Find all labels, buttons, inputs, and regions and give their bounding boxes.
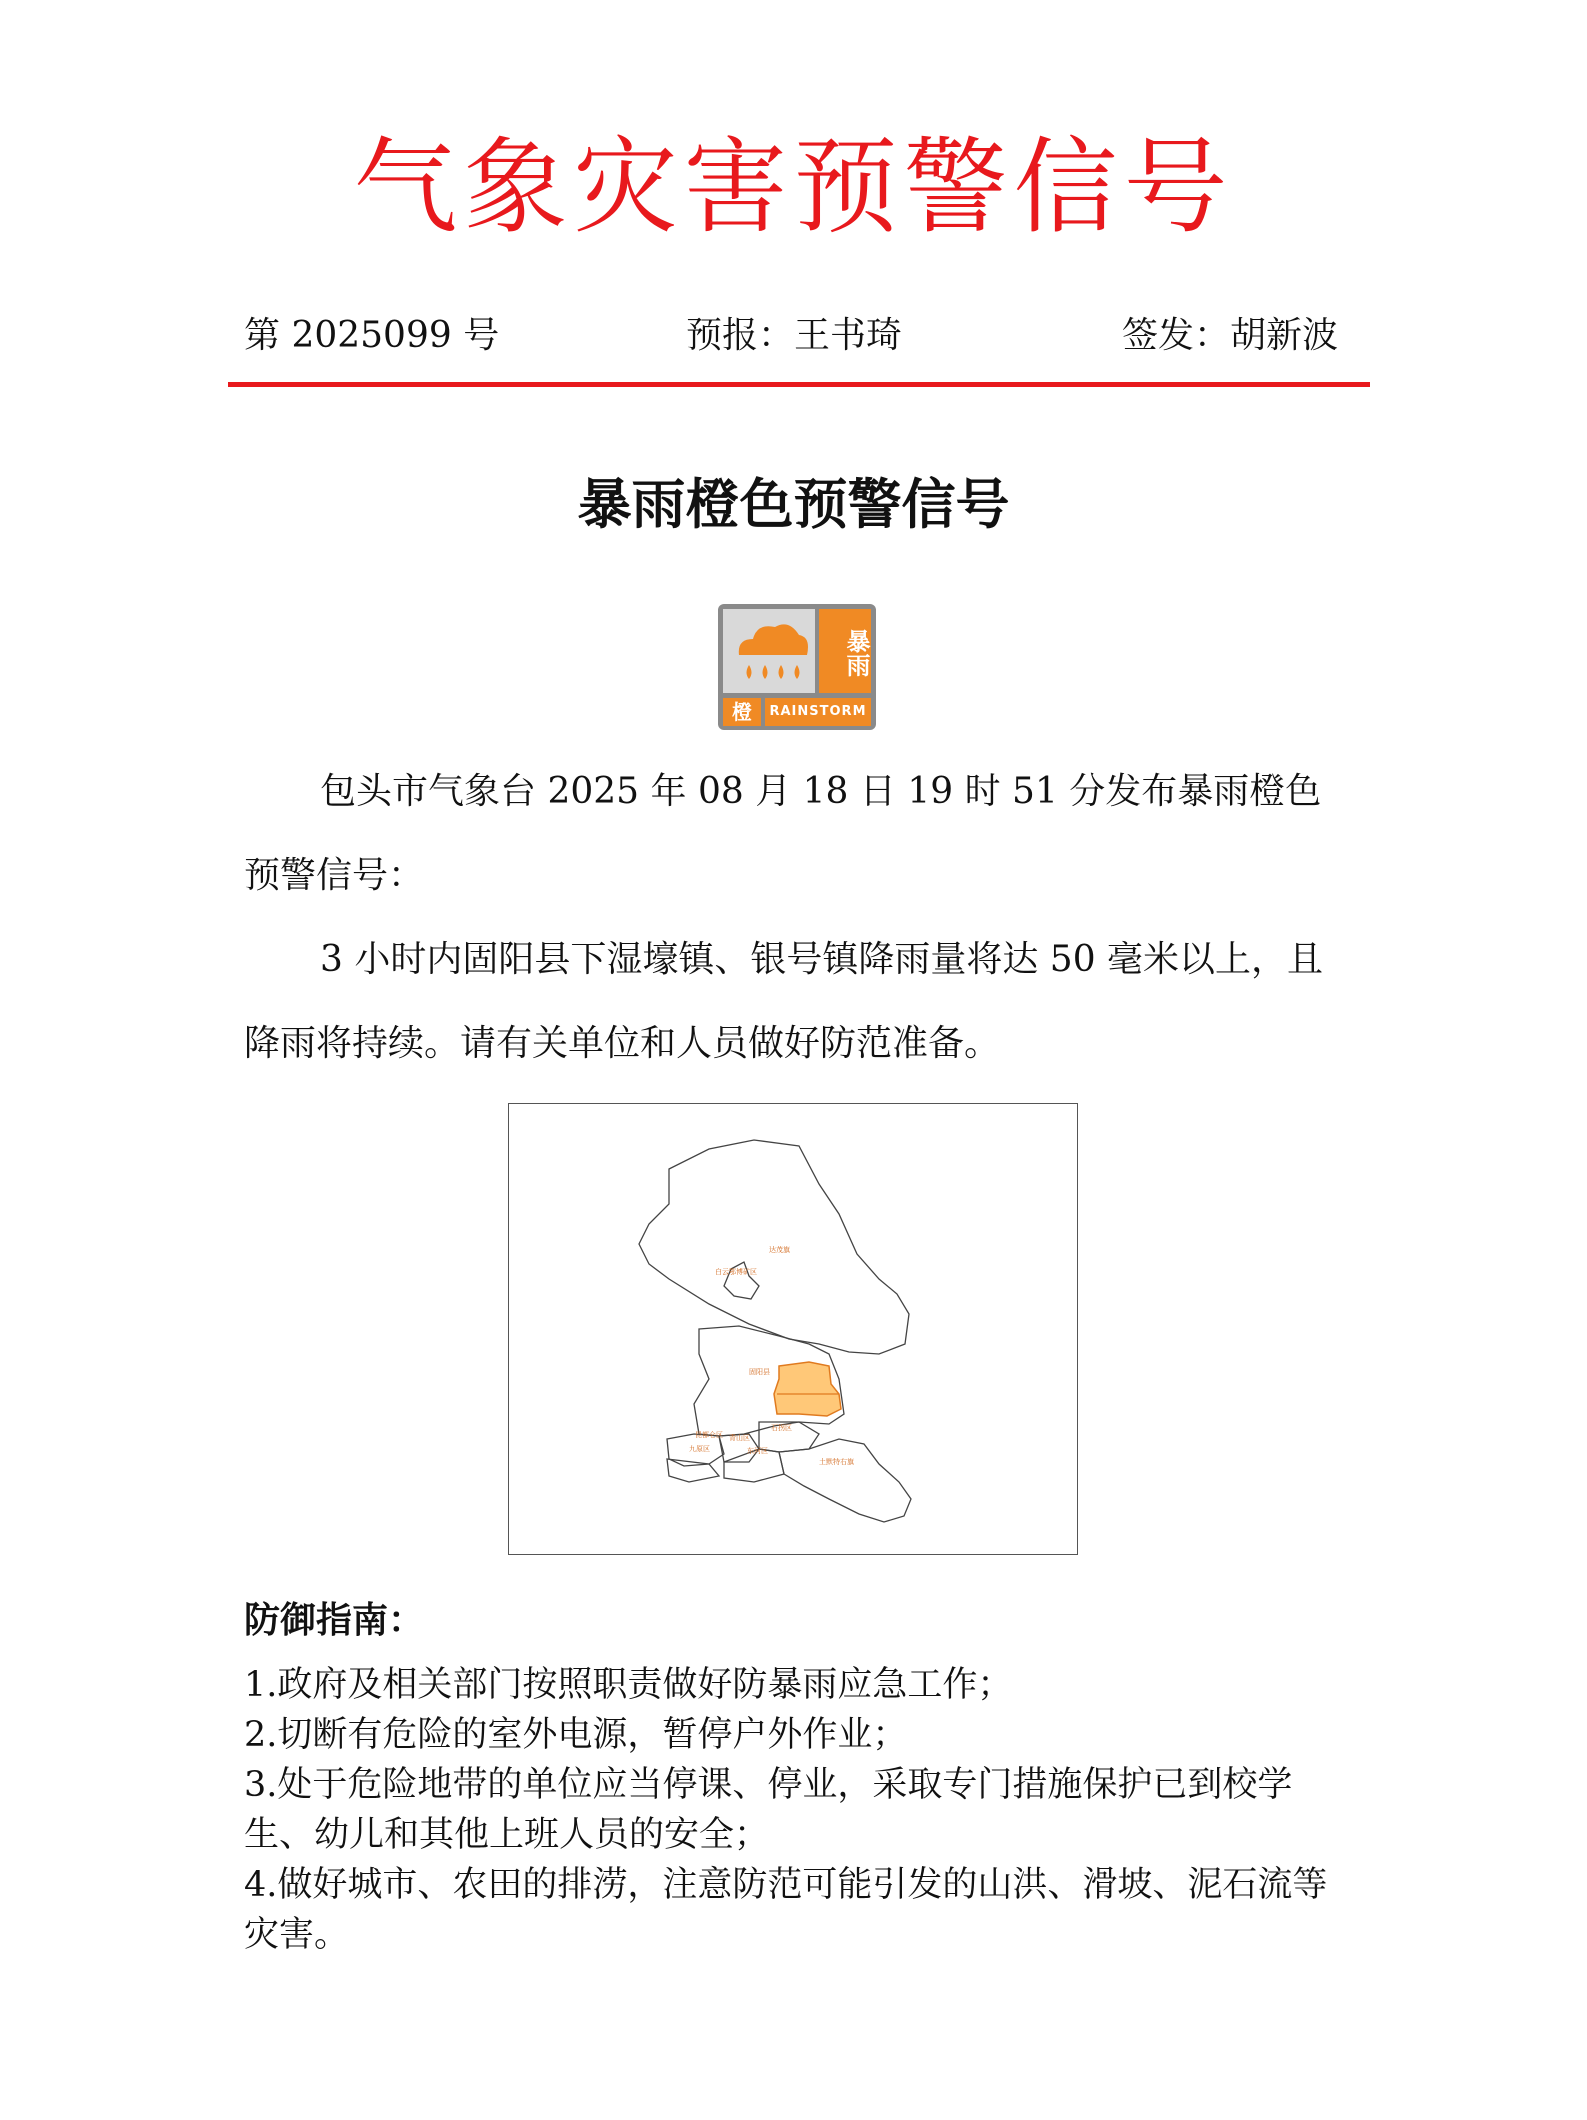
- map-label-damao: 达茂旗: [769, 1246, 790, 1254]
- map-label-guyang: 固阳县: [749, 1368, 770, 1376]
- guide-item: 3.处于危险地带的单位应当停课、停业，采取专门措施保护已到校学生、幼儿和其他上班人员的安全；: [244, 1765, 1293, 1855]
- map-label-shiguai: 石拐区: [771, 1424, 792, 1432]
- map-label-qingshan: 青山区: [729, 1434, 750, 1442]
- paragraph-issue-text: 包头市气象台 2025 年 08 月 18 日 19 时 51 分发布暴雨橙色预警信号：: [244, 771, 1322, 896]
- map-label-kun: 昆都仑区: [695, 1431, 723, 1439]
- map-graphic: [509, 1104, 1076, 1553]
- guide-list: [244, 1660, 1354, 1960]
- map-label-donghe: 东河区: [747, 1447, 768, 1455]
- paragraph-content-text: 3 小时内固阳县下湿壕镇、银号镇降雨量将达 50 毫米以上，且降雨将持续。请有关单位和人员做好防范准备。: [244, 939, 1324, 1064]
- signal-title: 暴雨橙色预警信号: [577, 473, 1010, 536]
- paragraph-issue: [244, 750, 1354, 918]
- guide-item: 2.切断有危险的室外电源，暂停户外作业；: [244, 1715, 908, 1755]
- region-tumd: [779, 1439, 911, 1522]
- guide-item: 1.政府及相关部门按照职责做好防暴雨应急工作；: [244, 1665, 1013, 1705]
- warning-area-map: [508, 1103, 1078, 1555]
- document-number: 第 2025099 号: [244, 315, 500, 356]
- map-label-tumd: 土默特右旗: [819, 1458, 854, 1466]
- badge-chars: 暴雨: [842, 629, 870, 677]
- forecaster: 预报：王书琦: [686, 315, 903, 356]
- rainstorm-orange-badge: [717, 603, 877, 731]
- highlight-warning-area: [774, 1362, 841, 1416]
- map-label-jiuyuan: 九原区: [689, 1445, 710, 1453]
- masthead-title: 气象灾害预警信号: [353, 126, 1234, 248]
- badge-level-char: 橙: [732, 700, 752, 724]
- header-divider: [228, 382, 1370, 387]
- paragraph-content: [244, 918, 1354, 1086]
- map-label-baiyun: 白云鄂博矿区: [715, 1268, 757, 1276]
- badge-english: RAINSTORM: [769, 704, 867, 719]
- guide-item: 4.做好城市、农田的排涝，注意防范可能引发的山洪、滑坡、泥石流等灾害。: [244, 1865, 1328, 1955]
- issuer: 签发：胡新波: [1122, 315, 1339, 356]
- guide-heading: 防御指南：: [244, 1599, 425, 1641]
